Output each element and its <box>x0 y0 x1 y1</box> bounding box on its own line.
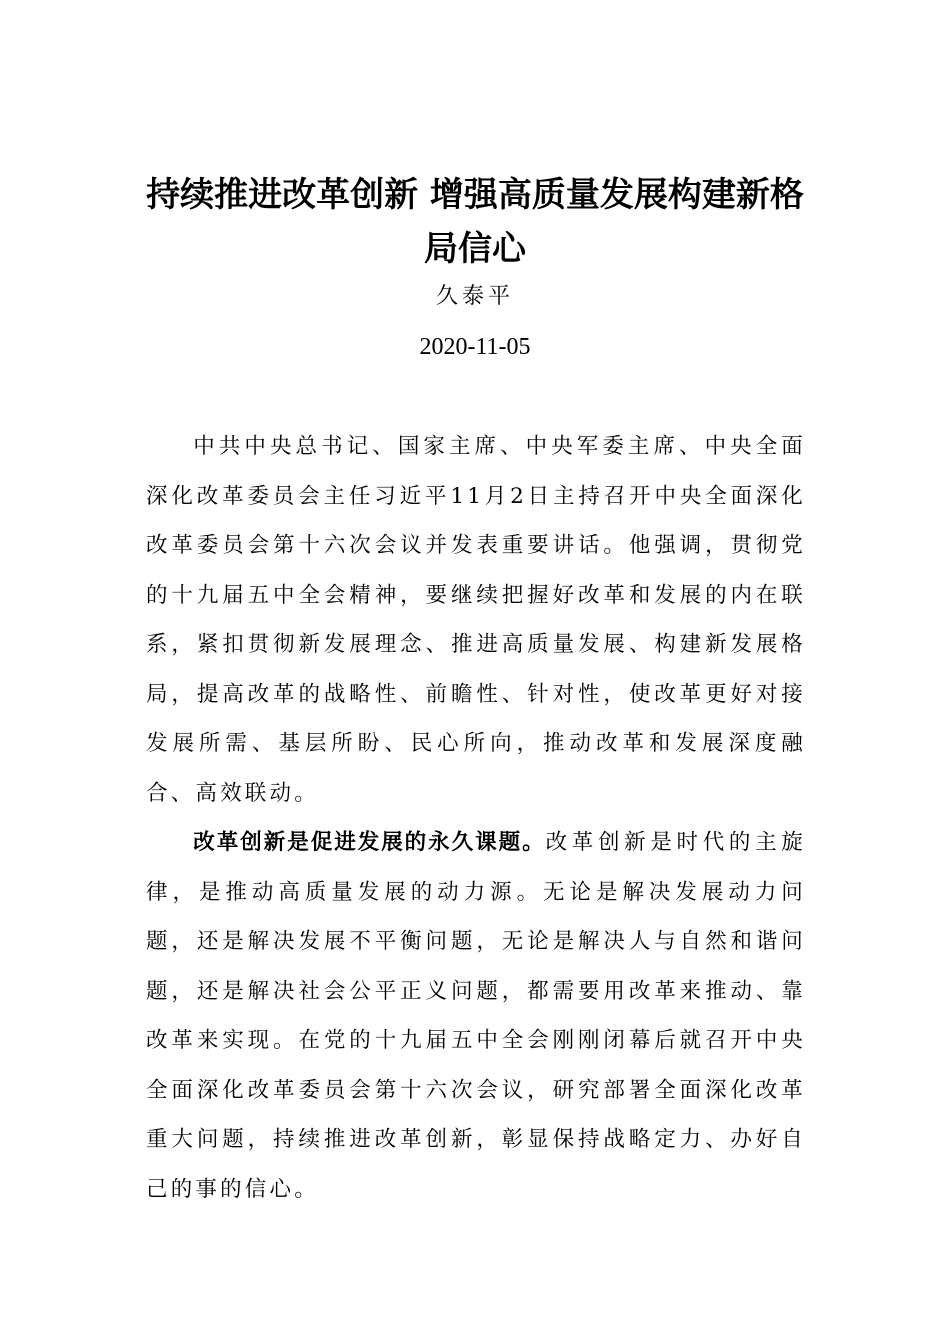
document-title: 持续推进改革创新 增强高质量发展构建新格局信心 <box>146 175 804 269</box>
paragraph-2-lead: 改革创新是促进发展的永久课题。 <box>193 830 546 855</box>
author-name: 久泰平 <box>435 284 514 309</box>
paragraph-1-text: 中共中央总书记、国家主席、中央军委主席、中央全面深化改革委员会主任习近平11月2日主持召开中央全面深化改革委员会第十六次会议并发表重要讲话。他强调，贯彻党的十九届五中全会精神，要继续把握好改革和发展的内在联系，紧扣贯彻新发展理念、推进高质量发展、构建新发展格局，提高改革的战略性、前瞻性、针对性，使改革更好对接发展所需、基层所盼、民心所向，推动改革和发展深度融合、高效联动。 <box>146 434 806 806</box>
article-body <box>146 422 806 1214</box>
paragraph-1 <box>146 422 806 818</box>
paragraph-2 <box>146 818 806 1214</box>
paragraph-2-text: 改革创新是时代的主旋律，是推动高质量发展的动力源。无论是解决发展动力问题，还是解决发展不平衡问题，无论是解决人与自然和谐问题，还是解决社会公平正义问题，都需要用改革来推动、靠改革来实现。在党的十九届五中全会刚刚闭幕后就召开中央全面深化改革委员会第十六次会议，研究部署全面深化改革重大问题，持续推进改革创新，彰显保持战略定力、办好自己的事的信心。 <box>146 830 806 1202</box>
publish-date: 2020-11-05 <box>419 334 531 360</box>
